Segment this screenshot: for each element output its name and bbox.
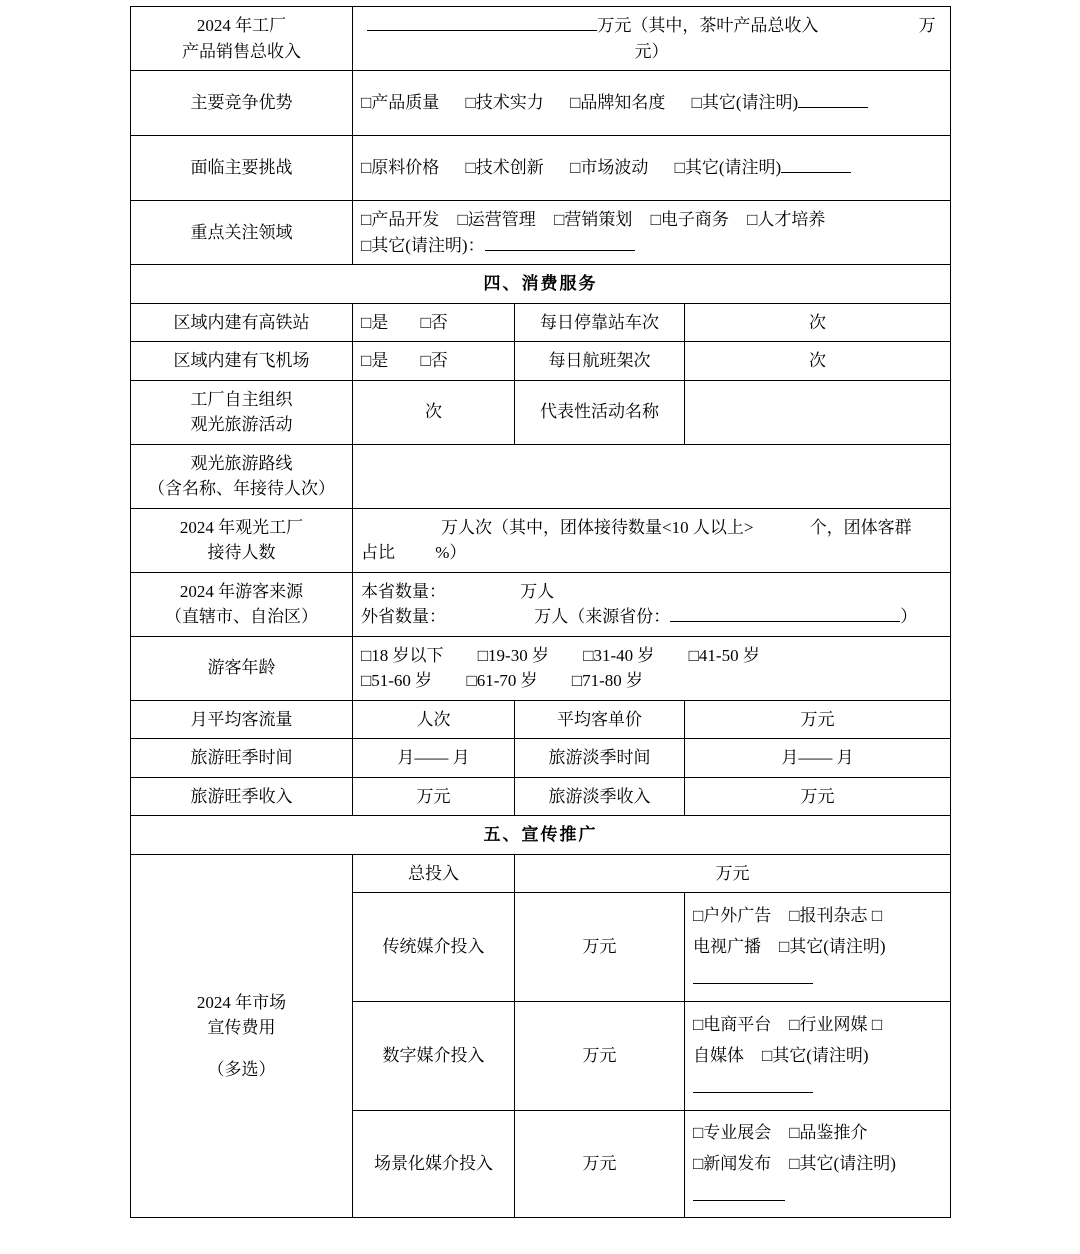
checkbox-age-31-40[interactable]: □31-40 岁: [583, 645, 655, 665]
traditional-other-blank[interactable]: [693, 968, 813, 984]
checkbox-operations[interactable]: □运营管理: [457, 210, 536, 229]
checkbox-marketing[interactable]: □营销策划: [554, 210, 633, 229]
checkbox-tv-radio-box[interactable]: □: [871, 905, 883, 925]
checkbox-tech-strength[interactable]: □技术实力: [465, 93, 544, 113]
total-income-blank[interactable]: [367, 15, 597, 31]
table-row: [131, 342, 951, 381]
cell-tour-activity-count[interactable]: 次: [353, 380, 515, 444]
row-label-sources: 2024 年游客来源 （直辖市、自治区）: [131, 572, 353, 636]
label-traditional-media: 传统媒介投入: [353, 893, 515, 1002]
label-offpeak-income: 旅游淡季收入: [515, 777, 685, 816]
row-label-tour-route: 观光旅游路线 （含名称、年接待人次）: [131, 444, 353, 508]
checkbox-trade-show[interactable]: □专业展会: [693, 1123, 772, 1142]
cell-total-investment-value[interactable]: 万元: [515, 854, 951, 893]
checkbox-airport-yes[interactable]: □是: [361, 351, 389, 370]
row-label-advantage: 主要竞争优势: [131, 71, 353, 136]
checkbox-hsr-no[interactable]: □否: [420, 312, 448, 332]
cell-offpeak-time-value[interactable]: 月—— 月: [685, 739, 951, 778]
cell-sources-value[interactable]: 本省数量： 万人 外省数量： 万人（来源省份： ）: [353, 572, 951, 636]
challenge-other-blank[interactable]: [781, 157, 851, 173]
checkbox-age-51-60[interactable]: □51-60 岁: [361, 671, 433, 690]
cell-scenario-media-value[interactable]: 万元: [515, 1111, 685, 1218]
cell-focus-options[interactable]: [353, 201, 951, 265]
label-representative-activity: 代表性活动名称: [515, 380, 685, 444]
table-row: [131, 700, 951, 739]
table-row: [131, 636, 951, 700]
section-row: [131, 816, 951, 855]
scenario-other-blank[interactable]: [693, 1185, 785, 1201]
cell-hsr-choice[interactable]: [353, 303, 515, 342]
cell-airport-daily-flights-value[interactable]: 次: [685, 342, 951, 381]
label-airport-daily-flights: 每日航班架次: [515, 342, 685, 381]
row-label-hsr: 区域内建有高铁站: [131, 303, 353, 342]
cell-advantage-options[interactable]: [353, 71, 951, 136]
checkbox-other-challenge[interactable]: □其它(请注明): [674, 158, 782, 178]
row-label-peak-income: 旅游旺季收入: [131, 777, 353, 816]
row-label-visitors: 2024 年观光工厂 接待人数: [131, 508, 353, 572]
advantage-other-blank[interactable]: [798, 92, 868, 108]
focus-other-blank[interactable]: [485, 235, 635, 251]
label-digital-media: 数字媒介投入: [353, 1002, 515, 1111]
table-row: [131, 71, 951, 136]
table-row: [131, 777, 951, 816]
table-row: [131, 739, 951, 778]
checkbox-age-under18[interactable]: □18 岁以下: [361, 645, 444, 665]
table-row: [131, 854, 951, 893]
digital-other-blank[interactable]: [693, 1077, 813, 1093]
survey-form-table: [130, 6, 951, 1218]
cell-challenge-options[interactable]: [353, 136, 951, 201]
cell-traditional-media-value[interactable]: 万元: [515, 893, 685, 1002]
label-hsr-daily-trains: 每日停靠站车次: [515, 303, 685, 342]
checkbox-tasting-promo[interactable]: □品鉴推介: [789, 1123, 868, 1142]
checkbox-airport-no[interactable]: □否: [420, 351, 448, 370]
table-row: [131, 380, 951, 444]
row-label-ages: 游客年龄: [131, 636, 353, 700]
cell-digital-media-options[interactable]: [685, 1002, 951, 1111]
cell-peak-income-value[interactable]: 万元: [353, 777, 515, 816]
checkbox-product-dev[interactable]: □产品开发: [361, 210, 440, 229]
row-label-total-income: 2024 年工厂 产品销售总收入: [131, 7, 353, 71]
checkbox-product-quality[interactable]: □产品质量: [361, 93, 440, 113]
checkbox-outdoor-ads[interactable]: □户外广告: [693, 905, 772, 925]
source-province-blank[interactable]: [670, 606, 900, 622]
label-total-investment: 总投入: [353, 854, 515, 893]
label-avg-spend: 平均客单价: [515, 700, 685, 739]
cell-visitors-value[interactable]: 万人次（其中，团体接待数量<10 人以上> 个，团体客群 占比 %）: [353, 508, 951, 572]
checkbox-market-fluctuation[interactable]: □市场波动: [570, 158, 649, 178]
checkbox-material-price[interactable]: □原料价格: [361, 158, 440, 178]
checkbox-age-71-80[interactable]: □71-80 岁: [571, 671, 644, 690]
table-row: [131, 444, 951, 508]
checkbox-other-scenario[interactable]: □其它(请注明): [789, 1154, 896, 1174]
checkbox-print-media[interactable]: □报刊杂志: [789, 905, 868, 925]
checkbox-self-media-box[interactable]: □: [871, 1014, 883, 1034]
table-row: [131, 572, 951, 636]
row-label-challenge: 面临主要挑战: [131, 136, 353, 201]
cell-offpeak-income-value[interactable]: 万元: [685, 777, 951, 816]
cell-ages-options[interactable]: [353, 636, 951, 700]
checkbox-brand-awareness[interactable]: □品牌知名度: [570, 93, 666, 113]
checkbox-other-digital[interactable]: □其它(请注明): [762, 1046, 869, 1066]
cell-monthly-flow-value[interactable]: 人次: [353, 700, 515, 739]
cell-peak-time-value[interactable]: 月—— 月: [353, 739, 515, 778]
row-label-promotion: 2024 年市场 宣传费用 （多选）: [131, 854, 353, 1218]
table-row: [131, 303, 951, 342]
table-row: [131, 7, 951, 71]
row-label-peak-time: 旅游旺季时间: [131, 739, 353, 778]
checkbox-age-61-70[interactable]: □61-70 岁: [466, 671, 538, 690]
checkbox-talent[interactable]: □人才培养: [747, 210, 826, 229]
checkbox-other-traditional[interactable]: □其它(请注明): [779, 937, 886, 957]
table-row: [131, 508, 951, 572]
cell-digital-media-value[interactable]: 万元: [515, 1002, 685, 1111]
cell-hsr-daily-trains-value[interactable]: 次: [685, 303, 951, 342]
section-title-promotion: 五、宣传推广: [131, 816, 951, 855]
row-label-airport: 区域内建有飞机场: [131, 342, 353, 381]
cell-tour-route-value[interactable]: [353, 444, 951, 508]
section-row: [131, 265, 951, 304]
cell-total-income-value[interactable]: 万元（其中，茶叶产品总收入 万元）: [353, 7, 951, 71]
checkbox-industry-media[interactable]: □行业网媒: [789, 1014, 868, 1034]
checkbox-tech-innovation[interactable]: □技术创新: [465, 158, 544, 178]
checkbox-age-19-30[interactable]: □19-30 岁: [477, 645, 549, 665]
label-tv-radio: 电视广播: [693, 937, 761, 957]
cell-representative-activity-value[interactable]: [685, 380, 951, 444]
table-row: [131, 201, 951, 265]
row-label-tour-activity: 工厂自主组织 观光旅游活动: [131, 380, 353, 444]
table-row: [131, 136, 951, 201]
label-scenario-media: 场景化媒介投入: [353, 1111, 515, 1218]
checkbox-press-release[interactable]: □新闻发布: [693, 1154, 772, 1174]
cell-traditional-media-options[interactable]: [685, 893, 951, 1002]
section-title-consumer-service: 四、消费服务: [131, 265, 951, 304]
cell-scenario-media-options[interactable]: [685, 1111, 951, 1218]
checkbox-hsr-yes[interactable]: □是: [361, 312, 389, 332]
checkbox-other-focus[interactable]: □其它(请注明)：: [361, 235, 485, 255]
cell-airport-choice[interactable]: [353, 342, 515, 381]
checkbox-other-advantage[interactable]: □其它(请注明): [691, 93, 799, 113]
checkbox-ecommerce-platform[interactable]: □电商平台: [693, 1014, 772, 1034]
checkbox-ecommerce[interactable]: □电子商务: [650, 210, 729, 229]
checkbox-age-41-50[interactable]: □41-50 岁: [688, 645, 760, 665]
cell-avg-spend-value[interactable]: 万元: [685, 700, 951, 739]
row-label-focus: 重点关注领域: [131, 201, 353, 265]
row-label-monthly-flow: 月平均客流量: [131, 700, 353, 739]
label-offpeak-time: 旅游淡季时间: [515, 739, 685, 778]
label-self-media: 自媒体: [693, 1046, 744, 1066]
